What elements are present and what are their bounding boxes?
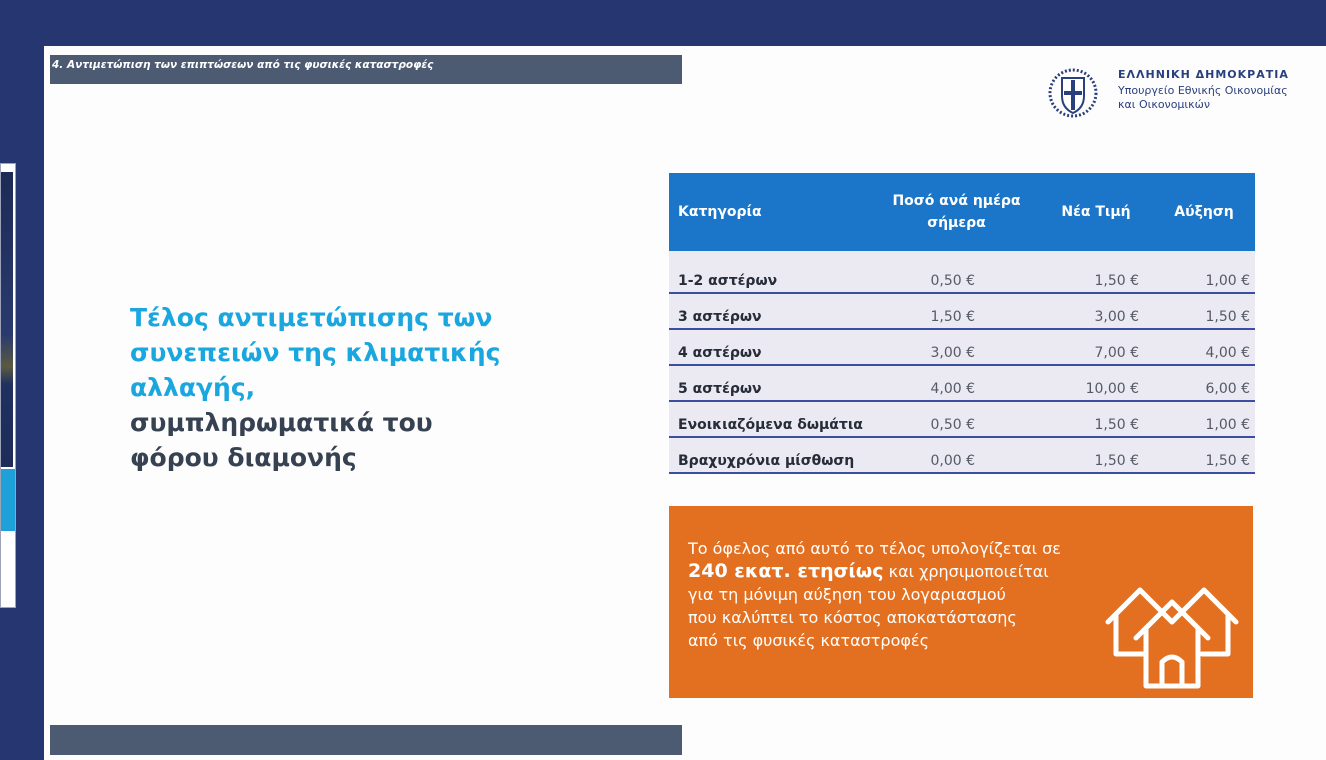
thumbnail-photo	[1, 172, 13, 467]
cell-new: 1,50 €	[1039, 251, 1153, 293]
cell-increase: 1,00 €	[1153, 401, 1255, 437]
cell-new: 1,50 €	[1039, 401, 1153, 437]
cell-category: 1-2 αστέρων	[669, 251, 874, 293]
heading-accent-line-2: συνεπειών της κλιματικής	[130, 338, 501, 367]
logo-line-3: και Οικονομικών	[1118, 98, 1210, 111]
header-category: Κατηγορία	[669, 173, 874, 251]
logo-line-2: Υπουργείο Εθνικής Οικονομίας	[1118, 84, 1288, 97]
info-line-1: Το όφελος από αυτό το τέλος υπολογίζεται σε	[688, 539, 1061, 558]
logo-line-1: ΕΛΛΗΝΙΚΗ ΔΗΜΟΚΡΑΤΙΑ	[1118, 68, 1289, 81]
footer-bar	[50, 725, 682, 755]
slide-heading	[130, 300, 570, 475]
info-text	[688, 537, 1128, 652]
table-row	[669, 437, 1255, 473]
cell-category: Ενοικιαζόμενα δωμάτια	[669, 401, 874, 437]
cell-current: 3,00 €	[874, 329, 1039, 365]
cell-increase: 4,00 €	[1153, 329, 1255, 365]
heading-dark-line-1: συμπληρωματικά του	[130, 408, 433, 437]
fee-table	[669, 173, 1255, 474]
houses-icon	[1102, 576, 1242, 692]
cell-current: 0,00 €	[874, 437, 1039, 473]
info-line-4: που καλύπτει το κόστος αποκατάστασης	[688, 608, 1017, 627]
cell-category: 5 αστέρων	[669, 365, 874, 401]
cell-category: Βραχυχρόνια μίσθωση	[669, 437, 874, 473]
header-increase: Αύξηση	[1153, 173, 1255, 251]
info-line-2	[688, 560, 1128, 583]
cell-increase: 1,00 €	[1153, 251, 1255, 293]
cell-current: 0,50 €	[874, 251, 1039, 293]
table-header-row	[669, 173, 1255, 251]
presentation-slide	[44, 46, 1326, 760]
cell-new: 3,00 €	[1039, 293, 1153, 329]
table-row	[669, 251, 1255, 293]
section-title-bar	[50, 55, 682, 84]
table-row	[669, 293, 1255, 329]
cell-current: 4,00 €	[874, 365, 1039, 401]
table-row	[669, 401, 1255, 437]
info-line-2-rest: και χρησιμοποιείται	[883, 562, 1049, 581]
header-new-price: Νέα Τιμή	[1039, 173, 1153, 251]
table-row	[669, 365, 1255, 401]
previous-slide-thumbnail[interactable]	[0, 163, 16, 608]
info-amount: 240 εκατ. ετησίως	[688, 560, 884, 582]
heading-accent-line-3: αλλαγής,	[130, 373, 256, 402]
section-title: 4. Αντιμετώπιση των επιπτώσεων από τις φυσικές καταστροφές	[52, 59, 434, 71]
cell-new: 10,00 €	[1039, 365, 1153, 401]
cell-increase: 6,00 €	[1153, 365, 1255, 401]
thumbnail-band	[1, 469, 15, 531]
cell-category: 4 αστέρων	[669, 329, 874, 365]
ministry-logo	[1047, 64, 1317, 124]
cell-category: 3 αστέρων	[669, 293, 874, 329]
info-box	[669, 506, 1253, 698]
cell-current: 0,50 €	[874, 401, 1039, 437]
cell-new: 7,00 €	[1039, 329, 1153, 365]
info-line-5: από τις φυσικές καταστροφές	[688, 631, 929, 650]
cell-increase: 1,50 €	[1153, 293, 1255, 329]
header-current-amount: Ποσό ανά ημέρα σήμερα	[874, 173, 1039, 251]
cell-increase: 1,50 €	[1153, 437, 1255, 473]
heading-accent-line-1: Τέλος αντιμετώπισης των	[130, 303, 493, 332]
cell-current: 1,50 €	[874, 293, 1039, 329]
greek-coat-of-arms-icon	[1047, 64, 1099, 122]
table-row	[669, 329, 1255, 365]
heading-dark-line-2: φόρου διαμονής	[130, 443, 357, 472]
info-line-3: για τη μόνιμη αύξηση του λογαριασμού	[688, 585, 1006, 604]
cell-new: 1,50 €	[1039, 437, 1153, 473]
